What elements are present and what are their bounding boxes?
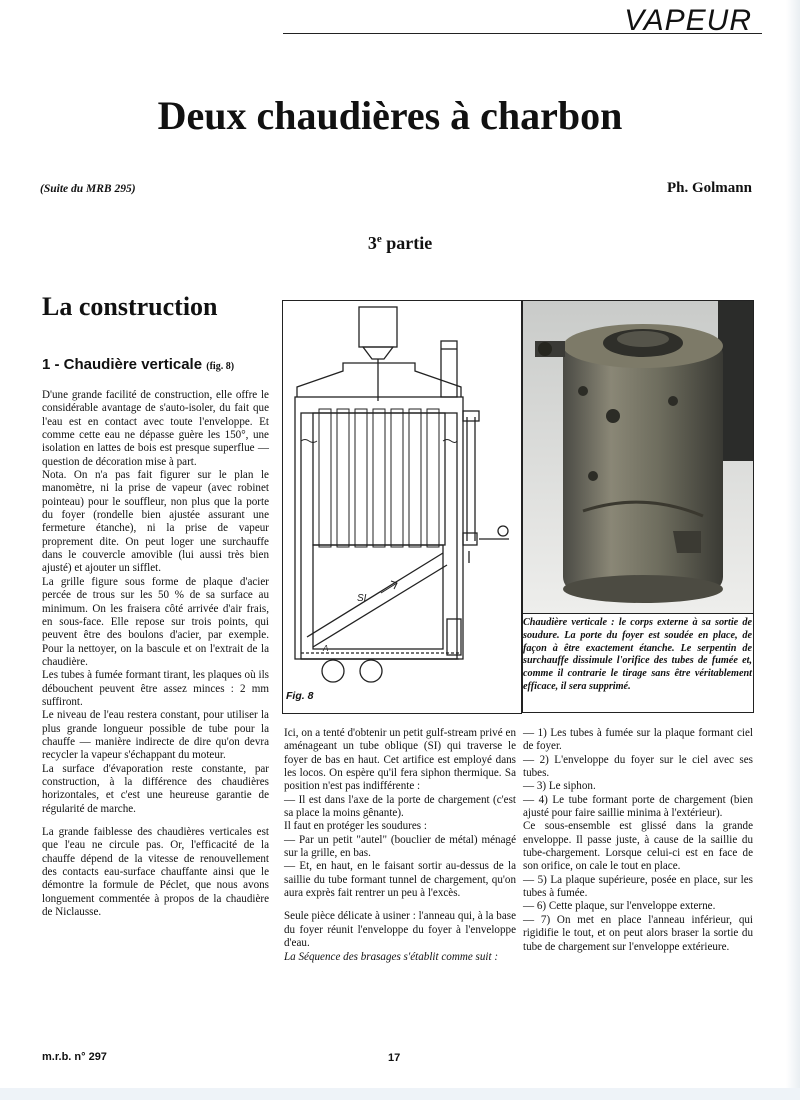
subsection-heading [42, 356, 234, 373]
part-sup: e [376, 233, 382, 245]
list-item: — 4) Le tube formant porte de chargement (bien ajusté pour faire saillie minima à l'extérieur). [523, 793, 753, 820]
photo-caption: Chaudière verticale : le corps externe à sa sortie de soudure. La porte du foyer est soudée en place, de façon à être exactement étanche. Le serpentin de surchauffe dissimule l'orifice des tubes de fumée et, comme il contrarie le tirage sans être véritablement efficace, il sera supprimé. [523, 617, 752, 692]
section-header-underline [612, 33, 762, 34]
article-title: Deux chaudières à charbon [157, 93, 623, 138]
text-column-1 [42, 389, 269, 919]
scan-edge-bottom [0, 1088, 800, 1100]
page-number: 17 [388, 1052, 401, 1064]
boiler-photo-image [523, 301, 753, 613]
paragraph: Il faut en protéger les soudures : [284, 820, 427, 833]
figure-label: Fig. 8 [286, 690, 314, 702]
section-header: VAPEUR [624, 4, 752, 37]
list-item: — 5) La plaque supérieure, posée en place, sur les tubes à fumée. [523, 873, 753, 900]
list-item: — 2) L'enveloppe du foyer sur le ciel avec ses tubes. [523, 753, 753, 780]
text-column-3 [523, 727, 753, 954]
paragraph: La grande faiblesse des chaudières verticales est que l'eau ne circule pas. Or, l'efficacité de la chauffe dépend de la vitesse de renouvellement des contacts eau-surface chauffante ainsi que le démontre la formule de Péclet, que nous avons longuement commentée à propos de la chaudière de Niclausse. [42, 826, 269, 919]
paragraph: — Et, en haut, en le faisant sortir au-dessus de la saillie du tube formant tunnel de chargement, qu'on aura exprès fait rentrer un peu à l'excès. [284, 860, 516, 900]
boiler-photo [522, 300, 754, 614]
paragraph: D'une grande facilité de construction, elle offre le considérable avantage de s'auto-isoler, du fait que l'eau est en contact avec toute l'enveloppe. Et comme cette eau ne dépasse guère les 150°, une isolation en lattes de bois est presque superflue — question de décoration mise à part. [42, 389, 269, 468]
author-name: Ph. Golmann [666, 180, 752, 196]
list-item: — 6) Cette plaque, sur l'enveloppe externe. [523, 900, 716, 913]
paragraph: La Séquence des brasages s'établit comme suit : [284, 950, 499, 963]
subsection-title: 1 - Chaudière verticale [42, 356, 207, 373]
list-item: — 1) Les tubes à fumée sur la plaque formant ciel de foyer. [523, 727, 753, 753]
list-item: — 7) On met en place l'anneau inférieur, qui rigidifie le tout, et on peut alors braser la sortie du tube de chargement sur l'enveloppe extérieure. [523, 913, 753, 953]
section-heading: La construction [42, 292, 218, 321]
boiler-diagram [283, 301, 521, 713]
header-rule [283, 33, 615, 34]
paragraph: La grille figure sous forme de plaque d'acier percée de trous sur les 50 % de sa surface au minimum. On les fraisera côté arrivée d'air frais, en sous-face. Elle repose sur trois points, qui peuvent être des boulons d'acier, par exemple. Pour la nettoyer, on la bascule et on l'extrait de la chaudière. [42, 575, 269, 668]
paragraph: — Par un petit "autel" (bouclier de métal) ménagé sur la grille, en bas. [284, 833, 516, 860]
part-label: partie [381, 233, 433, 253]
paragraph: La surface d'évaporation reste constante, par construction, à la différence des chaudières horizontales, et c'est une heureuse garantie de régularité de marche. [42, 762, 269, 815]
figure-8-box [282, 300, 522, 714]
suite-note: (Suite du MRB 295) [40, 183, 136, 195]
figure-ref: (fig. 8) [206, 361, 235, 372]
paragraph: Les tubes à fumée formant tirant, les plaques où ils débouchent peuvent être assez minces : 2 mm suffiront. [42, 669, 269, 708]
paragraph: Le niveau de l'eau restera constant, pour utiliser la plus grande longueur possible de tube pour la chauffe — manière indirecte de dire qu'on devra recycler la vapeur s'échappant du moteur. [42, 709, 269, 762]
paragraph: Seule pièce délicate à usiner : l'anneau qui, à la base du foyer réunit l'enveloppe du foyer à l'enveloppe d'eau. [284, 910, 516, 950]
si-label: SI [357, 593, 367, 604]
part-heading [0, 233, 800, 254]
scan-edge-right [786, 0, 800, 1100]
paragraph: — Il est dans l'axe de la porte de chargement (c'est sa place la moins gênante). [284, 793, 516, 820]
part-number: 3 [367, 233, 377, 253]
text-column-2 [284, 727, 516, 964]
paragraph: Ici, on a tenté d'obtenir un petit gulf-stream privé en aménageant un tube oblique (SI) qui traverse le foyer de bas en haut. Cet artifice est employé dans les locos. On espère qu'il fera siphon thermique. Sa position n'est pas indifférente : [284, 727, 516, 793]
paragraph: Ce sous-ensemble est glissé dans la grande enveloppe. Il passe juste, à cause de la saillie du tube-chargement. Lorsque celui-ci est en face de son orifice, on cale le tout en place. [523, 820, 753, 873]
a-label: A [323, 644, 329, 653]
paragraph: Nota. On n'a pas fait figurer sur le plan le manomètre, ni la prise de vapeur (avec robinet pointeau) pour le souffleur, non plus que la porte du foyer (rondelle bien ajustée assurant une fermeture étanche), ni la prise de vapeur proprement dite. On peut loger une surchauffe dans le couvercle amovible (lui aussi très bien ajusté) et ajouter un sifflet. [42, 469, 269, 575]
magazine-issue: m.r.b. n° 297 [42, 1051, 107, 1063]
list-item: — 3) Le siphon. [523, 780, 596, 793]
